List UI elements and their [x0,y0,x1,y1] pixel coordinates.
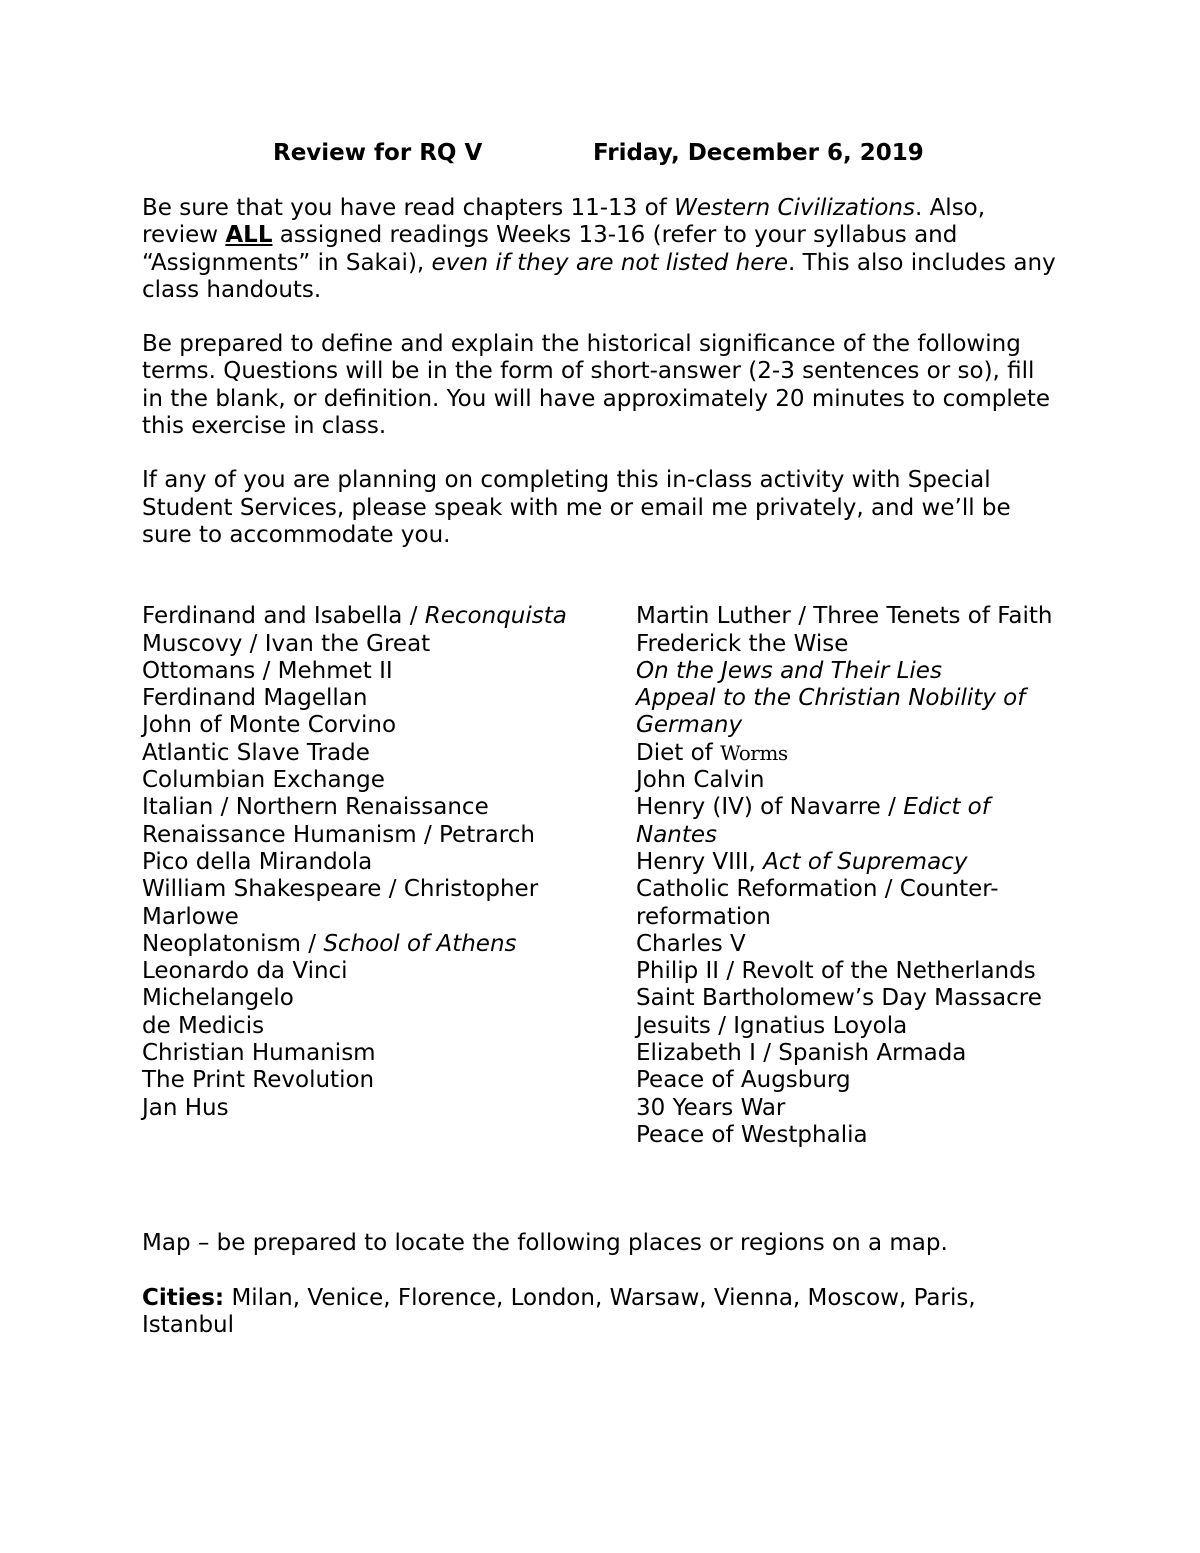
term-item: On the Jews and Their Lies [636,657,942,684]
term-item: Jan Hus [142,1094,229,1121]
term-item: Saint Bartholomew’s Day Massacre [636,985,1042,1012]
term-item: William Shakespeare / Christopher Marlowe [142,876,539,930]
terms-column-right [636,603,1062,1149]
term-item: Peace of Augsburg [636,1067,851,1094]
term-item: Muscovy / Ivan the Great [142,630,431,657]
term-item: Renaissance Humanism / Petrarch [142,821,535,848]
term-item: de Medicis [142,1012,265,1039]
term-item: Martin Luther / Three Tenets of Faith [636,603,1053,630]
title-row [142,140,1062,170]
map-instructions: Map – be prepared to locate the following places or regions on a map. [142,1230,948,1257]
term-item: Diet of Worms [636,739,788,766]
document-page [142,140,1062,1339]
services-note: If any of you are planning on completing this in-class activity with Special Student Services, please speak with me or email me privately, and we’ll be sure to accommodate you. [142,467,1011,548]
term-item: Appeal to the Christian Nobility of Germany [636,685,1026,739]
term-item: John Calvin [636,767,765,794]
terms-list [142,603,1062,1149]
term-item: Leonardo da Vinci [142,958,348,985]
reading-text-4: . This also includes any class handouts. [142,249,1056,303]
term-item: Pico della Mirandola [142,848,373,875]
term-item: Henry (IV) of Navarre / Edict of Nantes [636,794,990,848]
term-item: Peace of Westphalia [636,1121,868,1148]
terms-instructions: Be prepared to define and explain the historical significance of the following terms. Questions will be in the form of short-answer (2-3 sentences or so), fill in the blank, or definition. You will have approximately 20 minutes to complete this exercise in class. [142,331,1051,440]
document-title: Review for RQ V [273,140,483,166]
reading-text-3: assigned readings Weeks 13-16 (refer to your syllabus and “Assignments” in Sakai), [142,222,958,276]
term-item: Philip II / Revolt of the Netherlands [636,958,1036,985]
term-item: Atlantic Slave Trade [142,739,370,766]
term-item: Michelangelo [142,985,294,1012]
term-item: Catholic Reformation / Counter-reformation [636,876,999,930]
term-item: Frederick the Wise [636,630,849,657]
book-title: Western Civilizations [674,195,915,221]
term-item: Ferdinand Magellan [142,685,368,712]
document-date: Friday, December 6, 2019 [593,140,924,166]
reading-text-1: Be sure that you have read chapters 11-13 of [142,195,675,221]
term-item: Ferdinand and Isabella / Reconquista [142,603,567,630]
reading-text-2: . Also, review [142,195,986,249]
term-item: Henry VIII, Act of Supremacy [636,848,968,875]
term-item: Ottomans / Mehmet II [142,657,393,684]
term-item: Charles V [636,930,746,957]
cities-names: Milan, Venice, Florence, London, Warsaw, Vienna, Moscow, Paris, Istanbul [142,1284,976,1338]
term-item: Italian / Northern Renaissance [142,794,489,821]
cities-label: Cities: [142,1284,225,1311]
reading-instructions [142,195,1062,304]
all-emphasis: ALL [225,222,273,249]
even-if-emphasis: even if they are not listed here [431,249,788,276]
term-item: Jesuits / Ignatius Loyola [636,1012,908,1039]
term-item: Columbian Exchange [142,767,385,794]
term-item: Elizabeth I / Spanish Armada [636,1040,967,1067]
term-item: The Print Revolution [142,1067,375,1094]
term-item: Christian Humanism [142,1040,376,1067]
cities-list [142,1285,1062,1340]
term-item: Neoplatonism / School of Athens [142,930,517,957]
terms-column-left [142,603,636,1149]
term-item: 30 Years War [636,1094,786,1121]
term-item: John of Monte Corvino [142,712,397,739]
